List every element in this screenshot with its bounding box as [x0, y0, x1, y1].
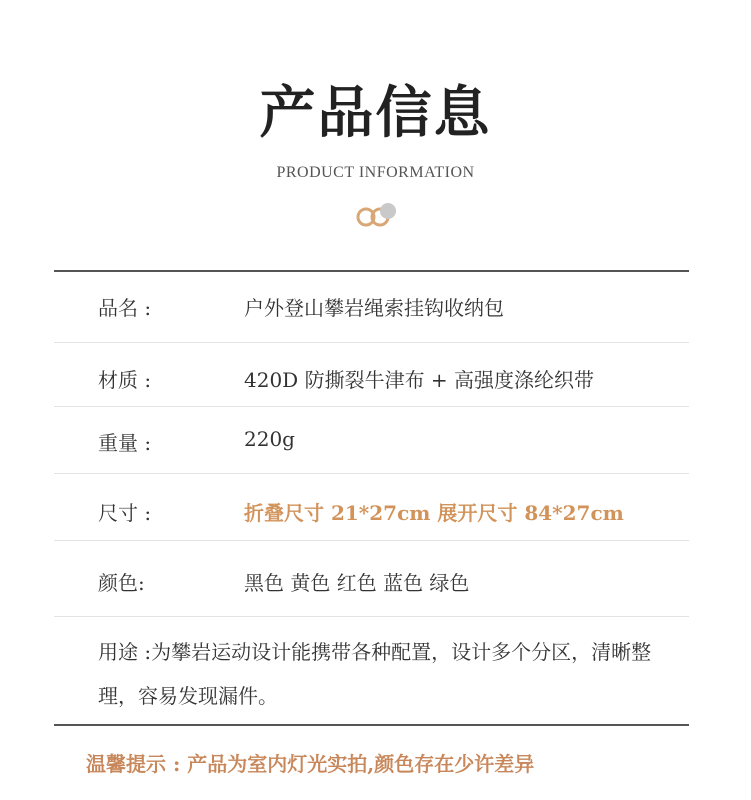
spec-value: 420D 防撕裂牛津布 + 高强度涤纶织带 — [244, 368, 595, 392]
spec-value: 220g — [244, 427, 295, 451]
spec-label: 品名 : — [98, 296, 152, 320]
spec-row-material — [54, 342, 689, 407]
rings-icon — [352, 200, 402, 230]
notice-text: 温馨提示 : 产品为室内灯光实拍,颜色存在少许差异 — [86, 752, 535, 776]
spec-row-weight — [54, 407, 689, 474]
spec-row-name — [54, 272, 689, 343]
spec-label: 材质 : — [98, 368, 152, 392]
usage-text: 用途 :为攀岩运动设计能携带各种配置，设计多个分区，清晰整理，容易发现漏件。 — [98, 640, 652, 708]
spec-row-colors — [54, 541, 689, 617]
spec-value-highlight: 折叠尺寸 21*27cm 展开尺寸 84*27cm — [244, 501, 624, 525]
spec-row-size — [54, 474, 689, 541]
page-title: 产品信息 — [259, 80, 492, 146]
spec-value: 户外登山攀岩绳索挂钩收纳包 — [244, 296, 504, 320]
spec-label: 尺寸 : — [98, 501, 152, 525]
spec-label: 颜色: — [98, 571, 145, 595]
page-subtitle: PRODUCT INFORMATION — [276, 164, 475, 181]
bottom-divider — [54, 724, 689, 726]
spec-value: 黑色 黄色 红色 蓝色 绿色 — [244, 571, 470, 595]
spec-label: 重量 : — [98, 431, 152, 455]
